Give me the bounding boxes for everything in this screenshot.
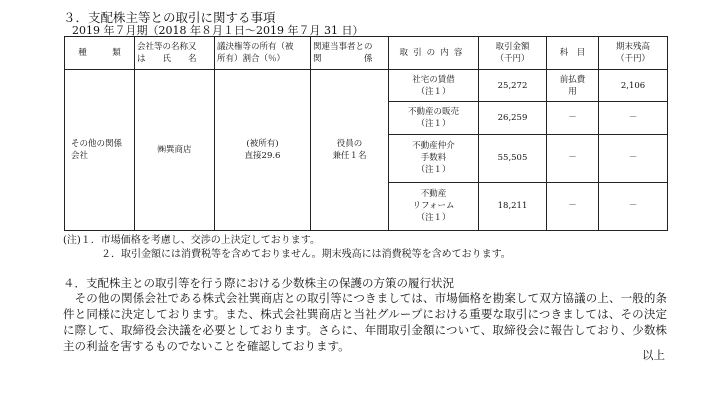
section4-body: その他の関係会社である株式会社巽商店との取引等につきましては、市場価格を勘案して双方協議の上、一般的条件と同様に決定しております。また、株式会社巽商店と当社グループにおける重要な取引につきましては、その決定に際して、取締役会決議を必要としております。さらに、年間取引金額について、取締役会に報告しており、少数株主の利益を害するものでないことを確認しております。 <box>63 291 667 353</box>
table-row <box>65 70 668 102</box>
cell-item-value: － <box>568 153 577 164</box>
header-type-a: 種 <box>78 48 87 58</box>
header-company-l2: は 氏 名 <box>137 54 197 64</box>
closing-mark: 以上 <box>642 348 665 362</box>
header-balance-l2: （千円） <box>615 54 650 64</box>
cell-content-l1: 不動産 <box>420 189 447 200</box>
cell-company-name: ㈱巽商店 <box>157 145 192 155</box>
header-company-l1: 会社等の名称又 <box>137 42 197 52</box>
cell-content-l1: 社宅の賃借 <box>412 74 455 85</box>
section4-title: ４．支配株主との取引等を行う際における少数株主の保護の方策の履行状況 <box>63 276 454 290</box>
cell-company <box>135 70 215 231</box>
related-party-table <box>64 36 668 231</box>
cell-balance-value: 2,106 <box>620 80 646 91</box>
header-voting <box>215 37 311 70</box>
fiscal-period: 2019 年７月期（2018 年８月１日～2019 年７月 31 日） <box>72 24 364 37</box>
header-balance <box>599 37 668 70</box>
cell-balance <box>599 134 668 182</box>
cell-relation-l2: 兼任１名 <box>332 151 367 161</box>
cell-content-l2: （注１） <box>416 86 451 97</box>
cell-item-value: － <box>568 201 577 212</box>
cell-balance-value: － <box>628 113 638 124</box>
cell-voting <box>215 70 311 231</box>
cell-item <box>547 182 599 230</box>
header-type-b: 類 <box>112 48 121 58</box>
cell-voting-l1: (被所有) <box>246 139 279 149</box>
cell-amount <box>479 182 547 230</box>
cell-amount <box>479 134 547 182</box>
cell-balance-value: － <box>628 201 638 212</box>
cell-item <box>547 134 599 182</box>
cell-content <box>389 134 479 182</box>
cell-content-l2: （注１） <box>416 119 451 130</box>
header-company <box>135 37 215 70</box>
cell-content-l3: （注１） <box>416 165 451 176</box>
cell-content <box>389 70 479 102</box>
cell-amount-value: 55,505 <box>497 153 528 164</box>
header-voting-l1: 議決権等の所有（被 <box>217 42 294 52</box>
header-relation-l2: 関 係 <box>313 54 373 64</box>
header-content <box>389 37 479 70</box>
cell-item-l1: 前払費 <box>559 74 586 85</box>
cell-item <box>547 70 599 102</box>
cell-relation <box>311 70 389 231</box>
cell-voting-l2: 直接29.6 <box>244 151 281 161</box>
cell-balance <box>599 102 668 134</box>
header-item <box>547 37 599 70</box>
header-content-label: 取引の内容 <box>399 48 468 58</box>
header-relation <box>311 37 389 70</box>
cell-item-value: － <box>568 113 577 124</box>
header-type <box>65 37 135 70</box>
cell-content-l3: （注１） <box>416 213 451 224</box>
cell-content-l2: 手数料 <box>420 153 447 164</box>
cell-amount <box>479 70 547 102</box>
cell-content-l1: 不動産の販売 <box>407 107 459 118</box>
cell-item <box>547 102 599 134</box>
table-notes <box>63 234 511 262</box>
header-amount-l2: （千円） <box>495 54 530 64</box>
table-header-row <box>65 37 668 70</box>
cell-item-l2: 用 <box>568 86 577 97</box>
header-item-label: 科 目 <box>559 48 586 58</box>
cell-relation-l1: 役員の <box>336 139 363 149</box>
cell-amount <box>479 102 547 134</box>
header-relation-l1: 関連当事者との <box>313 42 373 52</box>
note-2: ２．取引金額には消費税等を含めておりません。期末残高には消費税等を含めております。 <box>101 249 511 260</box>
cell-content-l2: リフォーム <box>412 201 455 212</box>
header-balance-l1: 期末残高 <box>615 42 650 52</box>
cell-balance-value: － <box>628 153 638 164</box>
cell-type <box>65 70 135 231</box>
header-voting-l2: 所有）割合（％） <box>217 54 286 64</box>
cell-amount-value: 25,272 <box>497 80 528 91</box>
cell-amount-value: 18,211 <box>497 201 528 212</box>
cell-type-l2: 会社 <box>71 151 89 161</box>
cell-balance <box>599 182 668 230</box>
section3-title: ３．支配株主等との取引に関する事項 <box>63 10 276 25</box>
note-1: (注)１．市場価格を考慮し、交渉の上決定しております。 <box>63 235 321 246</box>
cell-balance <box>599 70 668 102</box>
cell-content-l1: 不動産仲介 <box>412 141 455 152</box>
header-amount-l1: 取引金額 <box>495 42 530 52</box>
cell-type-l1: その他の関係 <box>71 139 123 149</box>
header-amount <box>479 37 547 70</box>
cell-content <box>389 182 479 230</box>
cell-content <box>389 102 479 134</box>
cell-amount-value: 26,259 <box>497 113 528 124</box>
